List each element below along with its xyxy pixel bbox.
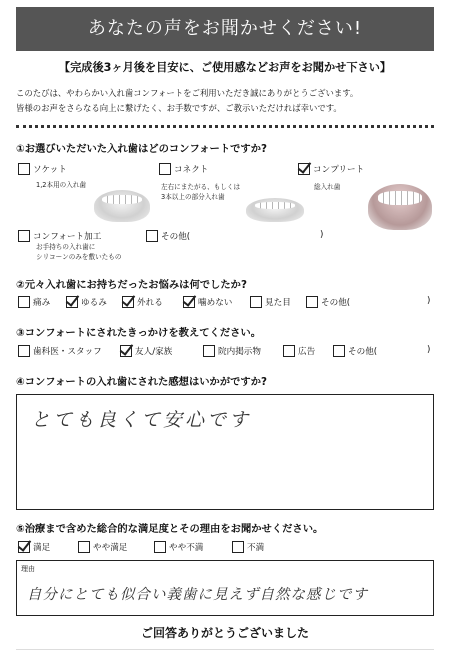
q3-option-friend-family[interactable]: 友人/家族 (120, 345, 172, 357)
q1-option-connect[interactable]: コネクト (159, 163, 208, 175)
bottom-divider (16, 649, 434, 650)
q2-option-pain[interactable]: 痛み (18, 296, 50, 308)
q1-other-close: ) (320, 230, 324, 240)
q3-friend-family-checkbox[interactable] (120, 345, 132, 357)
q2-pain-checkbox[interactable] (18, 296, 30, 308)
intro-line-2: 皆様のお声をさらなる向上に繋げたく、お手数ですが、ご教示いただければ幸いです。 (16, 103, 342, 113)
q3-option-advertisement[interactable]: 広告 (283, 345, 315, 357)
q2-option-falls-out[interactable]: 外れる (122, 296, 163, 308)
q2-cannot-chew-checkbox[interactable] (183, 296, 195, 308)
q2-loose-checkbox[interactable] (66, 296, 78, 308)
dotted-divider (16, 125, 434, 128)
q3-clinic-poster-checkbox[interactable] (203, 345, 215, 357)
q3-question: ③コンフォートにされたきっかけを教えてください。 (16, 327, 262, 339)
q5-reason-label: 理由 (21, 565, 35, 573)
q1-connect-note: 左右にまたがる、もしくは 3本以上の部分入れ歯 (161, 183, 241, 201)
q2-option-appearance[interactable]: 見た目 (250, 296, 291, 308)
q2-option-other[interactable]: その他( (306, 296, 350, 308)
q2-option-loose[interactable]: ゆるみ (66, 296, 107, 308)
q2-appearance-checkbox[interactable] (250, 296, 262, 308)
q4-question: ④コンフォートの入れ歯にされた感想はいかがですか? (16, 376, 268, 388)
q5-option-dissatisfied[interactable]: 不満 (232, 541, 264, 553)
q5-satisfied-checkbox[interactable] (18, 541, 30, 553)
q1-complete-note: 総入れ歯 (314, 183, 341, 191)
banner-title: あなたの声をお聞かせください! (16, 7, 434, 51)
q1-processing-note: お手持ちの入れ歯に シリコーンのみを敷いたもの (36, 243, 122, 261)
q3-other-checkbox[interactable] (333, 345, 345, 357)
intro-line-1: このたびは、やわらかい入れ歯コンフォートをご利用いただき誠にありがとうございます。 (16, 88, 359, 98)
intro-text (16, 86, 436, 116)
q5-option-somewhat-dissatisfied[interactable]: やや不満 (154, 541, 203, 553)
q1-option-complete[interactable]: コンプリート (298, 163, 364, 175)
q1-complete-checkbox[interactable] (298, 163, 310, 175)
q5-reason-box[interactable] (16, 560, 434, 616)
q3-option-dentist-staff[interactable]: 歯科医・スタッフ (18, 345, 102, 357)
q5-question: ⑤治療まで含めた総合的な満足度とその理由をお聞かせください。 (16, 523, 324, 535)
q1-option-socket[interactable]: ソケット (18, 163, 67, 175)
q3-advertisement-checkbox[interactable] (283, 345, 295, 357)
q3-option-other[interactable]: その他( (333, 345, 377, 357)
socket-denture-image (94, 190, 150, 222)
q5-handwritten-reason: 自分にとても似合い義歯に見えず自然な感じです (27, 587, 368, 603)
closing-message: ご回答ありがとうございました (140, 626, 309, 640)
q2-other-checkbox[interactable] (306, 296, 318, 308)
q1-option-other[interactable]: その他( (146, 230, 190, 242)
q3-other-close: ) (427, 345, 431, 355)
subtitle: 【完成後3ヶ月後を目安に、ご使用感などお声をお聞かせ下さい】 (58, 61, 392, 74)
q1-other-checkbox[interactable] (146, 230, 158, 242)
q2-other-close: ) (427, 296, 431, 306)
q2-option-cannot-chew[interactable]: 噛めない (183, 296, 232, 308)
q1-question: ①お選びいただいた入れ歯はどのコンフォートですか? (16, 143, 268, 155)
q4-answer-box[interactable] (16, 394, 434, 510)
complete-denture-image (368, 184, 432, 230)
q3-dentist-staff-checkbox[interactable] (18, 345, 30, 357)
q5-somewhat-satisfied-checkbox[interactable] (78, 541, 90, 553)
q1-connect-checkbox[interactable] (159, 163, 171, 175)
q5-option-somewhat-satisfied[interactable]: やや満足 (78, 541, 127, 553)
q1-processing-checkbox[interactable] (18, 230, 30, 242)
q1-socket-checkbox[interactable] (18, 163, 30, 175)
connect-denture-image (246, 198, 304, 222)
q3-option-clinic-poster[interactable]: 院内掲示物 (203, 345, 261, 357)
q5-option-satisfied[interactable]: 満足 (18, 541, 50, 553)
q2-question: ②元々入れ歯にお持ちだったお悩みは何でしたか? (16, 279, 247, 291)
q4-handwritten-answer: とても良くて安心です (31, 409, 252, 431)
q5-somewhat-dissatisfied-checkbox[interactable] (154, 541, 166, 553)
q5-dissatisfied-checkbox[interactable] (232, 541, 244, 553)
q2-falls-out-checkbox[interactable] (122, 296, 134, 308)
q1-socket-note: 1,2本用の入れ歯 (36, 181, 87, 189)
q1-option-processing[interactable]: コンフォート加工 (18, 230, 101, 242)
